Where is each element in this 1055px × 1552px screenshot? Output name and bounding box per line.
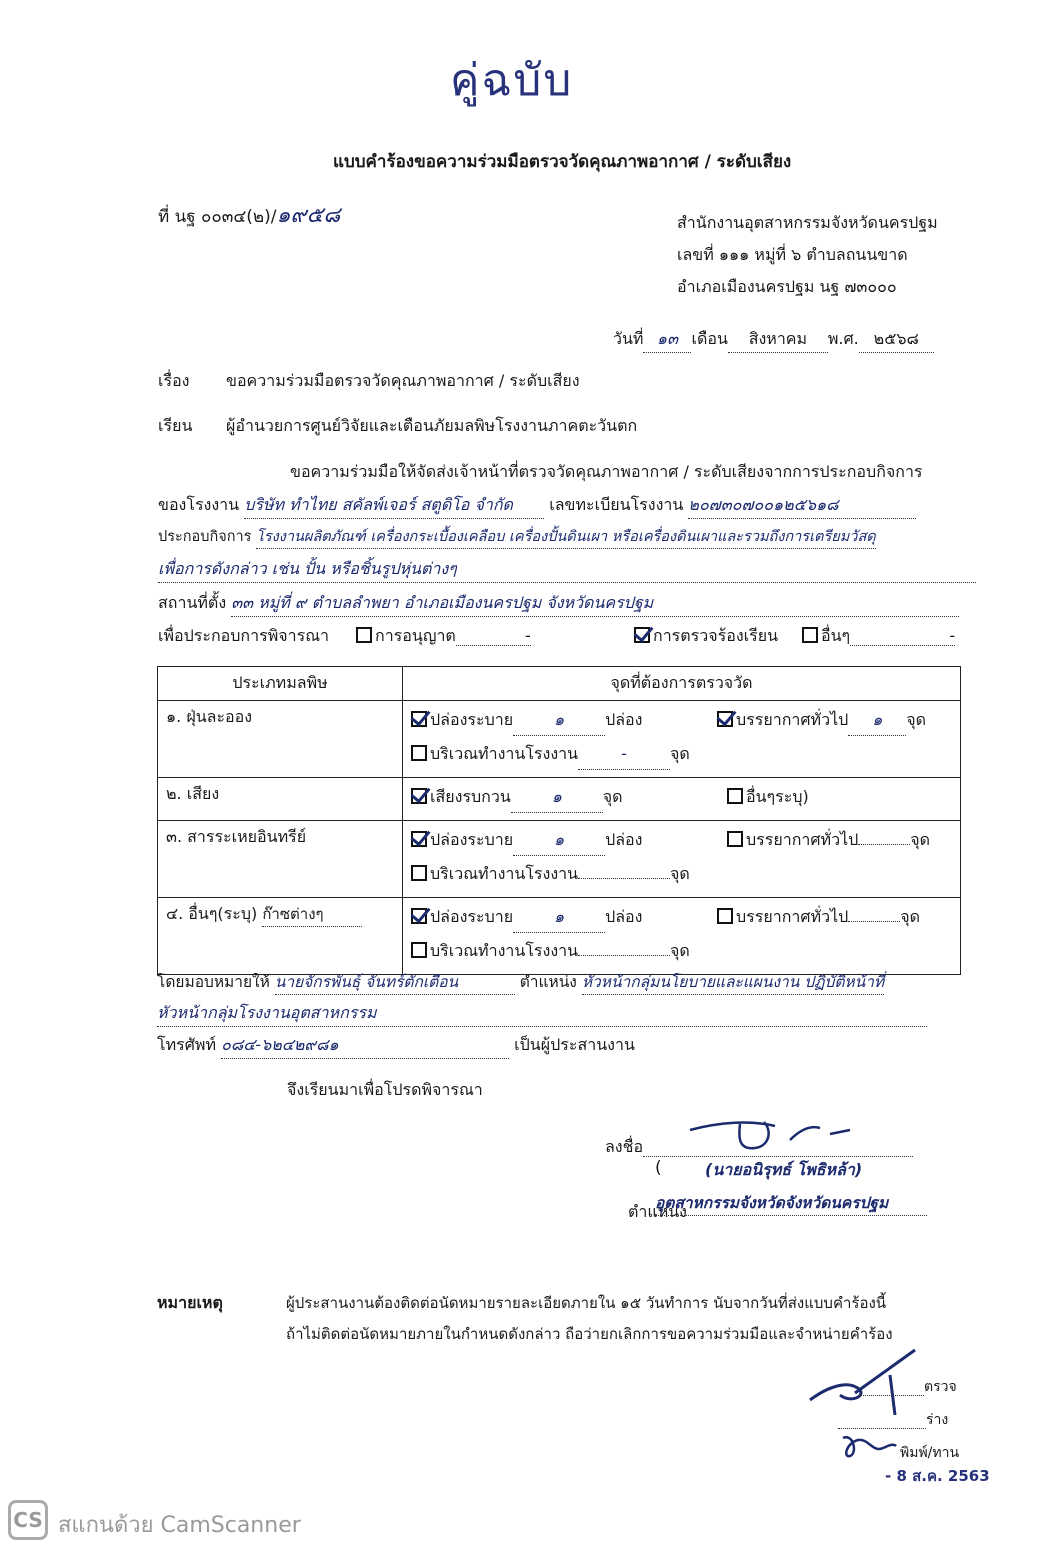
row4-stack-label: ปล่องระบาย bbox=[430, 907, 514, 926]
note-label: หมายเหตุ bbox=[157, 1293, 223, 1312]
row4-ambient-checkbox[interactable] bbox=[717, 908, 733, 924]
reference-number bbox=[158, 197, 340, 232]
review-check-label: ตรวจ bbox=[924, 1379, 957, 1395]
recipient-label: เรียน bbox=[158, 416, 193, 435]
day-label: วันที่ bbox=[613, 329, 644, 348]
form-title: แบบคำร้องขอความร่วมมือตรวจวัดคุณภาพอากาศ / ระดับเสียง bbox=[333, 152, 792, 172]
row1-ambient-label: บรรยากาศทั่วไป bbox=[736, 710, 849, 729]
purpose-other[interactable] bbox=[802, 624, 955, 649]
row3-workplace-label: บริเวณทำงานโรงงาน bbox=[430, 864, 579, 883]
assign-line bbox=[157, 969, 884, 995]
camscanner-text: สแกนด้วย CamScanner bbox=[58, 1513, 301, 1538]
row4-type-value: ก๊าซต่างๆ bbox=[262, 902, 362, 927]
sign-label: ลงชื่อ bbox=[605, 1137, 644, 1156]
row1-ambient-checkbox[interactable] bbox=[717, 711, 733, 727]
row4-workplace[interactable] bbox=[411, 936, 690, 966]
month-label: เดือน bbox=[691, 329, 728, 348]
row4-stack-checkbox[interactable] bbox=[411, 908, 427, 924]
copy-stamp: คู่ฉบับ bbox=[450, 55, 574, 106]
row3-ambient-label: บรรยากาศทั่วไป bbox=[746, 830, 859, 849]
row2-type: ๒. เสียง bbox=[158, 778, 403, 821]
row4-points bbox=[403, 898, 961, 975]
camscanner-logo: CS bbox=[8, 1500, 48, 1540]
location-label: สถานที่ตั้ง bbox=[158, 593, 227, 612]
recipient-line bbox=[158, 414, 638, 439]
business-text-1: โรงงานผลิตภัณฑ์ เครื่องกระเบื้องเคลือบ เครื่องปั้นดินเผา หรือเครื่องดินเผาและรวมถึงการเตรียมวัสดุ bbox=[256, 525, 876, 549]
assign-position: หัวหน้ากลุ่มนโยบายและแผนงาน ปฏิบัติหน้าที่ bbox=[582, 969, 884, 995]
row4-type-label: ๔. อื่นๆ(ระบุ) bbox=[166, 904, 258, 923]
row4-stack-value: ๑ bbox=[513, 902, 605, 933]
table-row bbox=[158, 778, 961, 821]
row1-stack-unit: ปล่อง bbox=[605, 710, 643, 729]
ref-label: ที่ bbox=[158, 207, 170, 227]
recipient-text: ผู้อำนวยการศูนย์วิจัยและเตือนภัยมลพิษโรงงานภาคตะวันตก bbox=[226, 416, 638, 435]
row3-ambient-value bbox=[858, 844, 910, 845]
factory-line bbox=[158, 493, 916, 519]
assign-label: โดยมอบหมายให้ bbox=[157, 973, 270, 991]
reg-number: ๒๐๗๓๐๗๐๐๑๒๕๖๑๘ bbox=[688, 493, 916, 519]
row4-workplace-label: บริเวณทำงานโรงงาน bbox=[430, 941, 579, 960]
row3-points bbox=[403, 821, 961, 898]
assign-position-2: หัวหน้ากลุ่มโรงงานอุตสาหกรรม bbox=[157, 1001, 927, 1027]
other-label: อื่นๆ bbox=[821, 626, 851, 645]
sender-address bbox=[677, 207, 938, 303]
phone-line bbox=[157, 1033, 635, 1059]
assignee-name: นายจักรพันธุ์ จันทร์ตักเตือน bbox=[275, 969, 515, 995]
purpose-label: เพื่อประกอบการพิจารณา bbox=[158, 626, 330, 645]
row2-other-label: อื่นๆระบุ) bbox=[746, 787, 809, 806]
print-initial-mark bbox=[838, 1428, 898, 1464]
row1-stack-label: ปล่องระบาย bbox=[430, 710, 514, 729]
other-dash: - bbox=[850, 626, 955, 646]
business-text-2: เพื่อการดังกล่าว เช่น ปั้น หรือชิ้นรูปหุ่นต่างๆ bbox=[158, 557, 976, 583]
day-value: ๑๓ bbox=[643, 327, 691, 353]
assign-line-2 bbox=[157, 1001, 927, 1027]
subject-label: เรื่อง bbox=[158, 371, 190, 390]
table-row bbox=[158, 821, 961, 898]
signer-position bbox=[655, 1190, 927, 1216]
row3-workplace-checkbox[interactable] bbox=[411, 865, 427, 881]
signer-position-label: ตำแหน่ง bbox=[628, 1202, 687, 1221]
assign-position-label: ตำแหน่ง bbox=[519, 973, 577, 991]
row1-stack[interactable] bbox=[411, 705, 642, 736]
row1-type: ๑. ฝุ่นละออง bbox=[158, 701, 403, 778]
ref-value: นฐ ๐๐๓๔(๒)/ bbox=[174, 207, 277, 227]
row1-workplace[interactable] bbox=[411, 739, 690, 770]
row1-ambient-unit: จุด bbox=[906, 710, 927, 729]
permit-label: การอนุญาต bbox=[375, 626, 456, 645]
year-label: พ.ศ. bbox=[827, 329, 859, 348]
row2-noise-checkbox[interactable] bbox=[411, 788, 427, 804]
row1-workplace-value: - bbox=[578, 739, 670, 770]
signer-name: (นายอนิรุทธ์ โพธิหล้า) bbox=[705, 1160, 863, 1179]
row1-workplace-unit: จุด bbox=[670, 744, 690, 763]
row3-ambient[interactable] bbox=[727, 825, 930, 855]
row4-workplace-value bbox=[578, 955, 670, 956]
table-row bbox=[158, 701, 961, 778]
year-value: ๒๕๖๘ bbox=[859, 327, 934, 353]
signer-paren: ( bbox=[655, 1158, 662, 1178]
location-line bbox=[158, 591, 959, 617]
row2-other-checkbox[interactable] bbox=[727, 788, 743, 804]
row3-ambient-checkbox[interactable] bbox=[727, 831, 743, 847]
reg-label: เลขทะเบียนโรงงาน bbox=[549, 495, 684, 514]
row4-type bbox=[158, 898, 403, 975]
pollution-table bbox=[157, 666, 961, 975]
location-text: ๓๓ หมู่ที่ ๙ ตำบลลำพยา อำเภอเมืองนครปฐม จังหวัดนครปฐม bbox=[231, 591, 959, 617]
row1-workplace-label: บริเวณทำงานโรงงาน bbox=[430, 744, 579, 763]
table-row bbox=[158, 898, 961, 975]
row3-ambient-unit: จุด bbox=[910, 830, 931, 849]
coordinator-text: เป็นผู้ประสานงาน bbox=[514, 1035, 635, 1054]
complaint-checkbox[interactable] bbox=[634, 627, 650, 643]
row3-stack-checkbox[interactable] bbox=[411, 831, 427, 847]
purpose-line bbox=[158, 624, 978, 649]
review-print bbox=[900, 1442, 959, 1464]
business-line-2 bbox=[158, 557, 976, 583]
row4-ambient[interactable] bbox=[717, 902, 920, 932]
month-value: สิงหาคม bbox=[728, 327, 828, 353]
row1-workplace-checkbox[interactable] bbox=[411, 745, 427, 761]
sign-line bbox=[605, 1135, 913, 1160]
permit-dash: - bbox=[456, 626, 531, 646]
row1-points bbox=[403, 701, 961, 778]
row2-noise[interactable] bbox=[411, 782, 623, 813]
row2-points bbox=[403, 778, 961, 821]
row3-type: ๓. สารระเหยอินทรีย์ bbox=[158, 821, 403, 898]
phone-label: โทรศัพท์ bbox=[157, 1035, 216, 1054]
review-draft-label: ร่าง bbox=[926, 1412, 949, 1428]
row3-workplace[interactable] bbox=[411, 859, 690, 889]
row3-workplace-unit: จุด bbox=[670, 864, 690, 883]
row4-ambient-label: บรรยากาศทั่วไป bbox=[736, 907, 849, 926]
phone-number: ๐๘๔-๖๒๔๒๙๘๑ bbox=[221, 1033, 509, 1059]
row2-noise-unit: จุด bbox=[602, 787, 623, 806]
row3-stack[interactable] bbox=[411, 825, 642, 856]
permit-checkbox[interactable] bbox=[356, 627, 372, 643]
other-checkbox[interactable] bbox=[802, 627, 818, 643]
business-label: ประกอบกิจการ bbox=[158, 529, 252, 545]
factory-label: ของโรงงาน bbox=[158, 495, 240, 514]
row3-stack-label: ปล่องระบาย bbox=[430, 830, 514, 849]
complaint-label: การตรวจร้องเรียน bbox=[653, 626, 778, 645]
subject-text: ขอความร่วมมือตรวจวัดคุณภาพอากาศ / ระดับเสียง bbox=[226, 371, 580, 390]
date-stamp: - 8 ส.ค. 2563 bbox=[885, 1467, 990, 1485]
row3-workplace-value bbox=[578, 878, 670, 879]
row3-stack-unit: ปล่อง bbox=[605, 830, 643, 849]
purpose-complaint[interactable] bbox=[634, 624, 778, 649]
row4-stack-unit: ปล่อง bbox=[605, 907, 643, 926]
row3-stack-value: ๑ bbox=[513, 825, 605, 856]
header-points: จุดที่ต้องการตรวจวัด bbox=[403, 667, 961, 701]
signer-position-text: อุตสาหกรรมจังหวัดจังหวัดนครปฐม bbox=[655, 1190, 927, 1216]
business-line-1 bbox=[158, 525, 876, 549]
sender-line-2: เลขที่ ๑๑๑ หมู่ที่ ๖ ตำบลถนนขาด bbox=[677, 245, 908, 264]
closing-text: จึงเรียนมาเพื่อโปรดพิจารณา bbox=[287, 1080, 483, 1099]
row4-ambient-unit: จุด bbox=[900, 907, 921, 926]
note-line-2: ถ้าไม่ติดต่อนัดหมายภายในกำหนดดังกล่าว ถือว่ายกเลิกการขอความร่วมมือและจำหน่ายคำร้อง bbox=[286, 1325, 893, 1343]
row1-ambient-value: ๑ bbox=[848, 705, 906, 736]
review-print-label: พิมพ์/ทาน bbox=[900, 1445, 960, 1461]
row2-other[interactable] bbox=[727, 782, 809, 812]
sender-line-3: อำเภอเมืองนครปฐม นฐ ๗๓๐๐๐ bbox=[677, 277, 897, 296]
table-header-row bbox=[158, 667, 961, 701]
row1-ambient[interactable] bbox=[717, 705, 926, 736]
row4-workplace-unit: จุด bbox=[670, 941, 690, 960]
ref-handwritten: ๑๙๕๘ bbox=[276, 203, 341, 228]
row2-noise-value: ๑ bbox=[511, 782, 603, 813]
sender-line-1: สำนักงานอุตสาหกรรมจังหวัดนครปฐม bbox=[677, 213, 938, 232]
date-line bbox=[613, 327, 934, 353]
row1-stack-checkbox[interactable] bbox=[411, 711, 427, 727]
note-line-1: ผู้ประสานงานต้องติดต่อนัดหมายรายละเอียดภายใน ๑๕ วันทำการ นับจากวันที่ส่งแบบคำร้องนี้ bbox=[286, 1294, 887, 1312]
request-intro: ขอความร่วมมือให้จัดส่งเจ้าหน้าที่ตรวจวัดคุณภาพอากาศ / ระดับเสียงจากการประกอบกิจการ bbox=[290, 462, 923, 481]
row1-stack-value: ๑ bbox=[513, 705, 605, 736]
purpose-permit[interactable] bbox=[356, 624, 531, 649]
factory-name: บริษัท ทำไทย สคัลพ์เจอร์ สตูดิโอ จำกัด bbox=[244, 493, 544, 519]
review-check bbox=[860, 1376, 957, 1398]
row4-ambient-value bbox=[848, 921, 900, 922]
header-type: ประเภทมลพิษ bbox=[158, 667, 403, 701]
row2-noise-label: เสียงรบกวน bbox=[430, 787, 511, 806]
subject-line bbox=[158, 369, 580, 394]
row4-stack[interactable] bbox=[411, 902, 642, 933]
row4-workplace-checkbox[interactable] bbox=[411, 942, 427, 958]
